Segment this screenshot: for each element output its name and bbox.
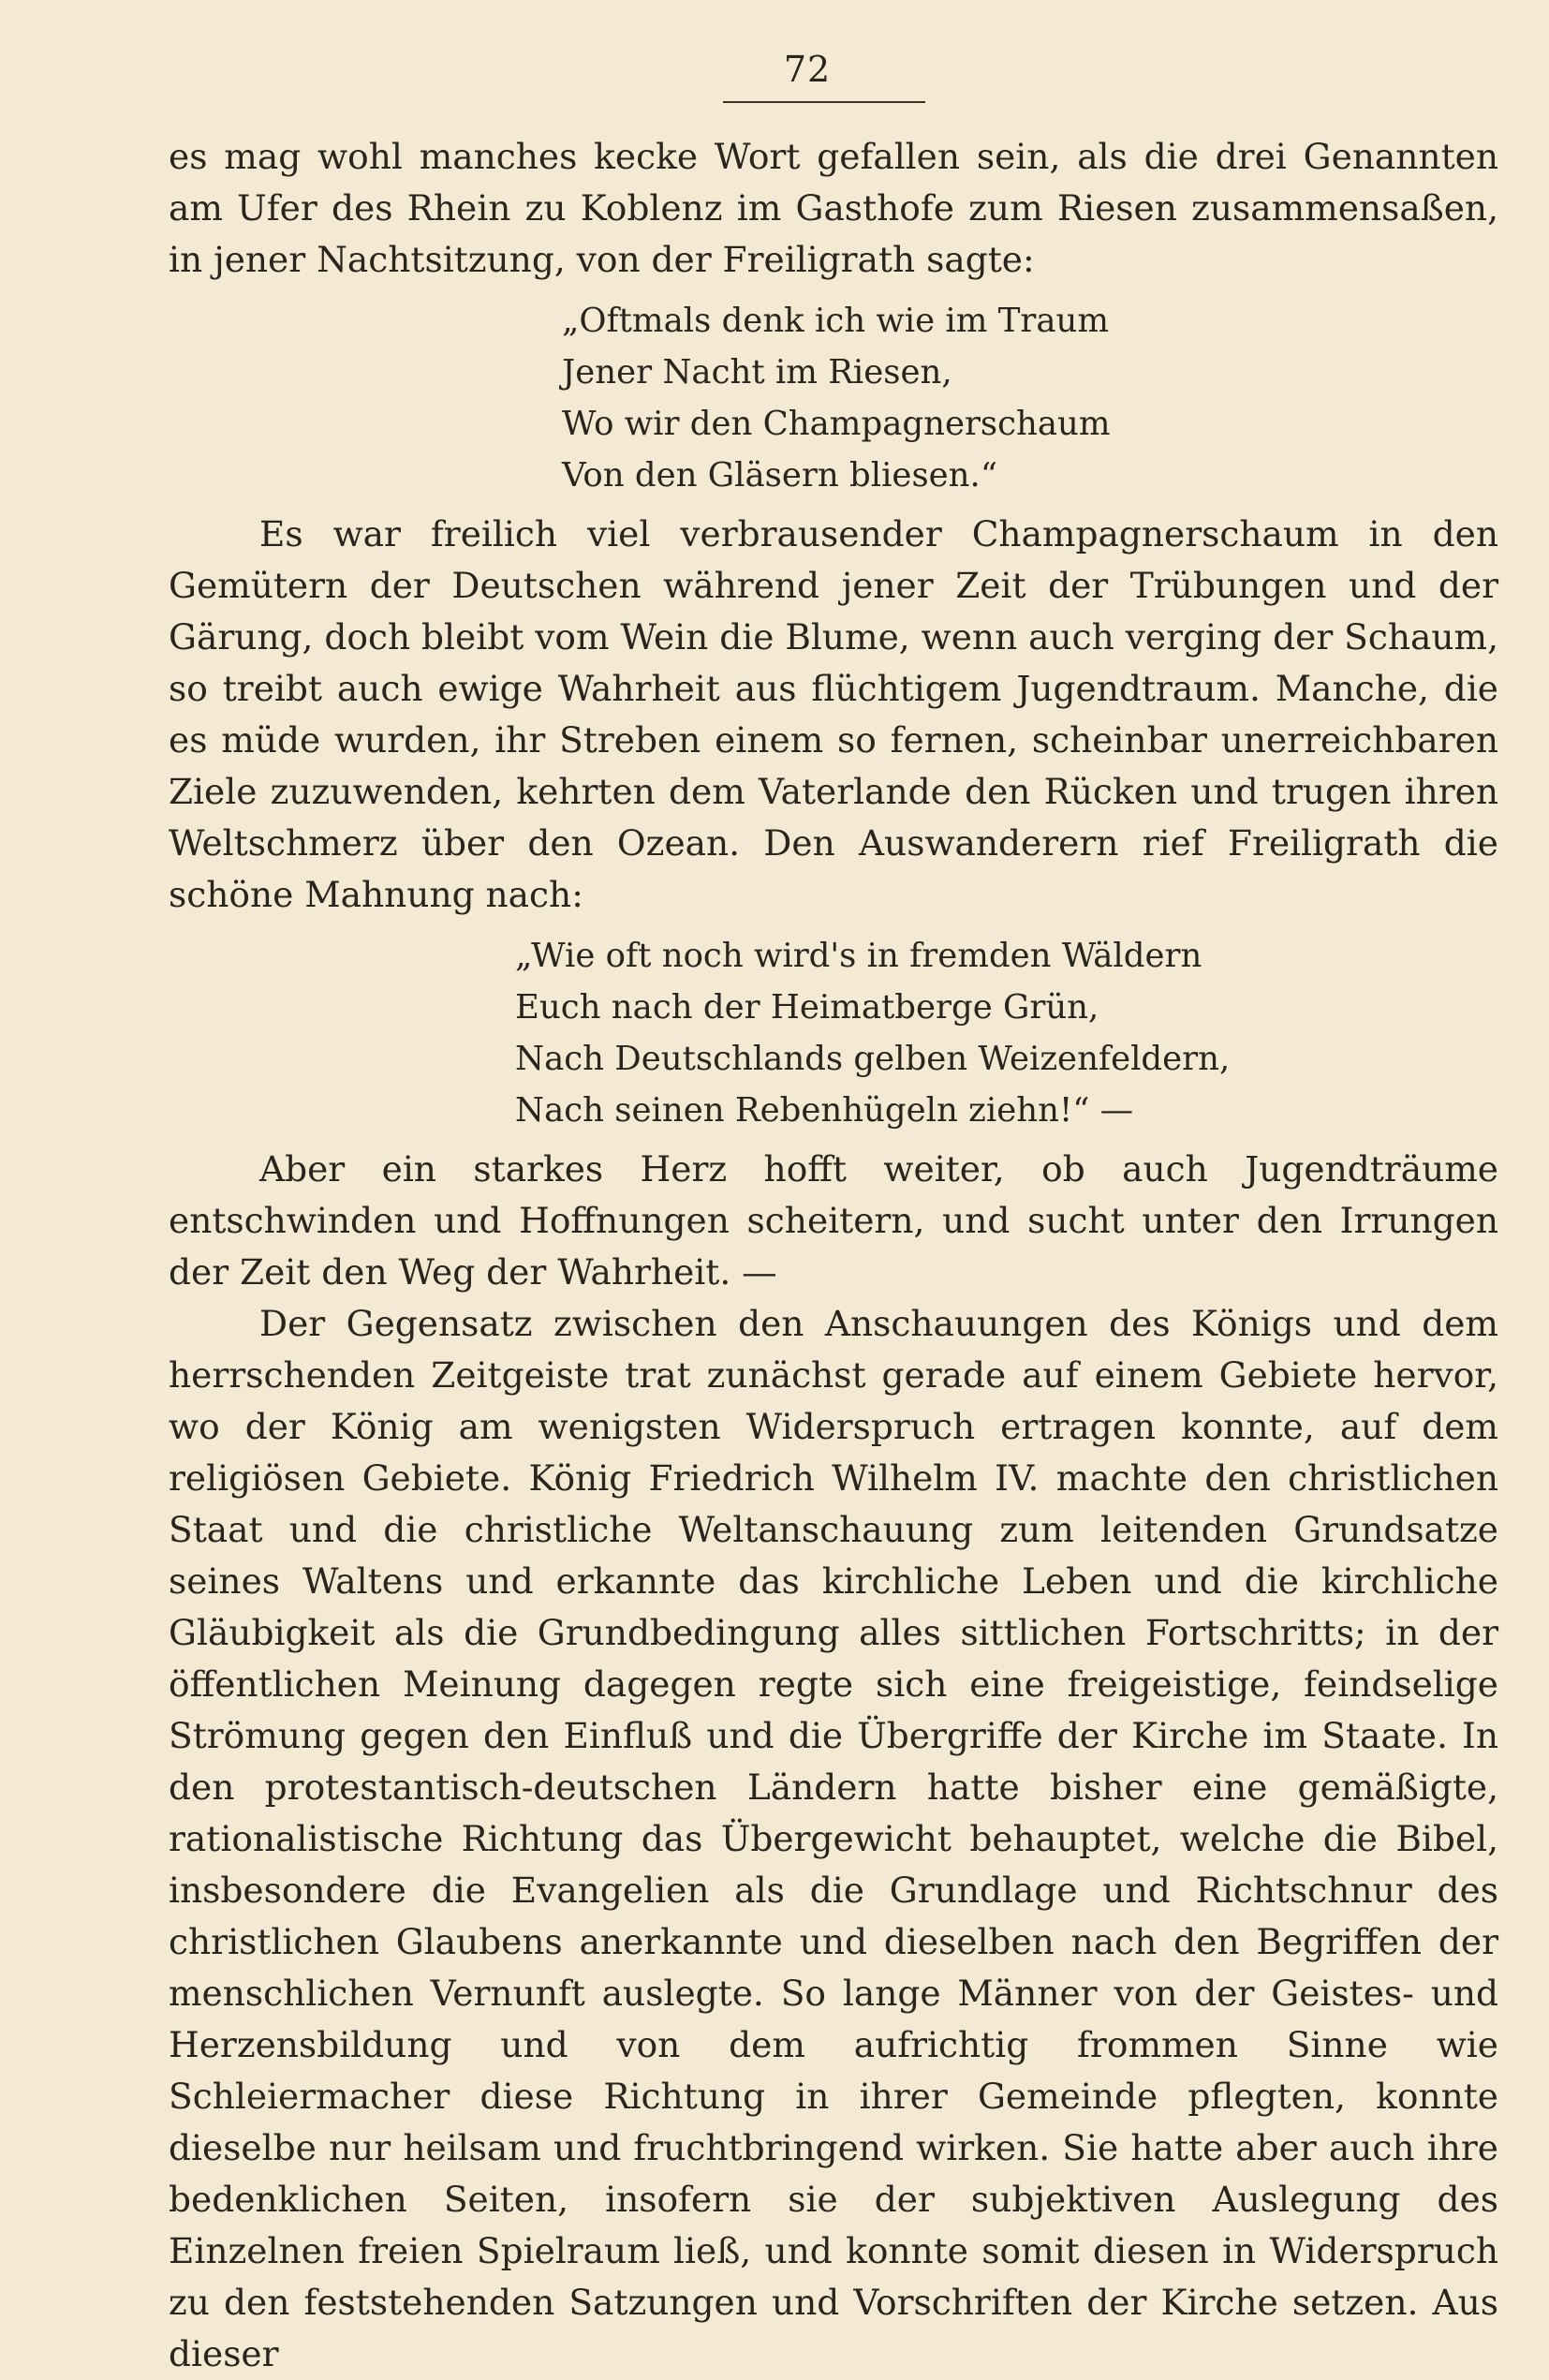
verse-line: „Oftmals denk ich wie im Traum xyxy=(562,302,1110,340)
paragraph: Aber ein starkes Herz hofft weiter, ob auch Jugendträume entschwinden und Hoffnungen scheitern, und sucht unter den Irrungen der Zeit den Weg der Wahrheit. — xyxy=(169,1148,1498,1293)
paragraph: Der Gegensatz zwischen den Anschauungen des Königs und dem herrschenden Zeitgeiste trat zunächst gerade auf einem Gebiete hervor, wo der König am wenigsten Widerspruch ertragen konnte, auf dem religiösen Gebiete. König Friedrich Wilhelm IV. machte den christlichen Staat und die christliche Weltanschauung zum leitenden Grundsatze seines Waltens und erkannte das kirchliche Leben und die kirchliche Gläubigkeit als die Grundbedingung alles sittlichen Fortschritts; in der öffentlichen Meinung dagegen regte sich eine freigeistige, feindselige Strömung gegen den Einfluß und die Übergriffe der Kirche im Staate. In den protestantisch-deutschen Ländern hatte bisher eine gemäßigte, rationalistische Richtung das Übergewicht behauptet, welche die Bibel, insbesondere die Evangelien als die Grundlage und Richtschnur des christlichen Glaubens anerkannte und dieselben nach den Begriffen der menschlichen Vernunft auslegte. So lange Männer von der Geistes- und Herzensbildung und von dem aufrichtig frommen Sinne wie Schleiermacher diese Richtung in ihrer Gemeinde pflegten, konnte dieselbe nur heilsam und fruchtbringend wirken. Sie hatte aber auch ihre bedenklichen Seiten, insofern sie der subjektiven Auslegung des Einzelnen freien Spielraum ließ, und konnte somit diesen in Widerspruch zu den feststehenden Satzungen und Vorschriften der Kirche setzen. Aus dieser xyxy=(169,1303,1498,2374)
header-rule xyxy=(723,101,925,103)
paragraph: Es war freilich viel verbrausender Champagnerschaum in den Gemütern der Deutschen während jener Zeit der Trübungen und der Gärung, doch bleibt vom Wein die Blume, wenn auch verging der Schaum, so treibt auch ewige Wahrheit aus flüchtigem Jugendtraum. Manche, die es müde wurden, ihr Streben einem so fernen, scheinbar unerreichbaren Ziele zuzuwenden, kehrten dem Vaterlande den Rücken und trugen ihren Weltschmerz über den Ozean. Den Auswanderern rief Freiligrath die schöne Mahnung nach: xyxy=(169,513,1498,915)
verse-line: Euch nach der Heimatberge Grün, xyxy=(515,988,1099,1027)
paragraph-continued: es mag wohl manches kecke Wort gefallen sein, als die drei Genannten am Ufer des Rhein zu Koblenz im Gasthofe zum Riesen zusammensaßen, in jener Nachtsitzung, von der Freiligrath sagte: xyxy=(169,136,1498,280)
verse-line: Nach seinen Rebenhügeln ziehn!“ — xyxy=(515,1091,1134,1130)
verse-quote-2 xyxy=(169,930,1498,1136)
verse-quote-1 xyxy=(169,295,1498,501)
verse-line: Von den Gläsern bliesen.“ xyxy=(562,456,997,495)
verse-line: Wo wir den Champagnerschaum xyxy=(562,405,1111,443)
page-number: 72 xyxy=(783,49,832,90)
verse-line: Nach Deutschlands gelben Weizenfeldern, xyxy=(515,1040,1231,1078)
body-text xyxy=(169,131,1498,2380)
verse-line: „Wie oft noch wird's in fremden Wäldern xyxy=(515,937,1202,975)
verse-line: Jener Nacht im Riesen, xyxy=(562,353,952,392)
